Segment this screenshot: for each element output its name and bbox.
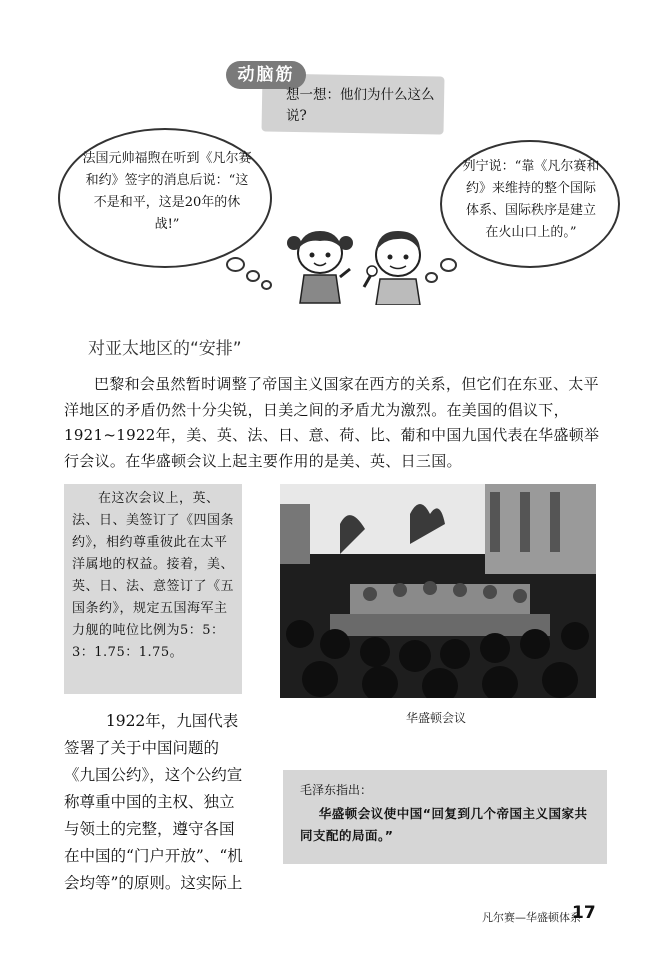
think-question: 想一想：他们为什么这么说? bbox=[286, 87, 435, 124]
quote-text: 华盛顿会议使中国“回复到几个帝国主义国家共同支配的局面。” bbox=[300, 806, 588, 843]
body-paragraph-2: 1922年，九国代表签署了关于中国问题的《九国公约》，这个公约宣称尊重中国的主权、独立与领土的完整，遵守各国在中国的“门户开放”、“机会均等”的原则。这实际上 bbox=[64, 712, 243, 892]
think-badge: 动脑筋 bbox=[226, 61, 306, 89]
lenin-quote: 列宁说：“靠《凡尔赛和约》来维持的整个国际体系、国际秩序是建立在火山口上的。” bbox=[462, 159, 600, 240]
washington-conference-photo bbox=[280, 484, 596, 698]
boy-figure bbox=[364, 231, 420, 305]
body-paragraph-1: 巴黎和会虽然暂时调整了帝国主义国家在西方的关系，但它们在东亚、太平洋地区的矛盾仍然十分尖锐，日美之间的矛盾尤为激烈。在美国的倡议下，1921~1922年，美、英、法、日、意、荷、比、葡和中国九国代表在华盛顿举行会议。在华盛顿会议上起主要作用的是美、英、日三国。 bbox=[64, 375, 600, 470]
page-number: 17 bbox=[572, 903, 596, 923]
bubble-tail-dot bbox=[246, 270, 260, 282]
photo-caption: 华盛顿会议 bbox=[406, 711, 467, 725]
section-title: 对亚太地区的“安排” bbox=[88, 339, 242, 359]
cartoon-children-illustration bbox=[280, 225, 440, 305]
photo-image bbox=[280, 484, 596, 698]
quote-label: 毛泽东指出： bbox=[300, 783, 373, 797]
bubble-tail-dot bbox=[261, 280, 272, 290]
girl-figure bbox=[287, 231, 353, 303]
foch-quote: 法国元帅福煦在听到《凡尔赛和约》签字的消息后说：“这不是和平，这是20年的休战!” bbox=[82, 151, 252, 232]
bubble-tail-dot bbox=[440, 258, 457, 272]
bubble-tail-dot bbox=[226, 257, 245, 272]
running-footer-title: 凡尔赛—华盛顿体系 bbox=[482, 911, 581, 924]
note-text: 在这次会议上，英、法、日、美签订了《四国条约》，相约尊重彼此在太平洋属地的权益。接着，美、英、日、法、意签订了《五国条约》，规定五国海军主力舰的吨位比例为5：5：3：1.75：1.75。 bbox=[72, 491, 235, 660]
